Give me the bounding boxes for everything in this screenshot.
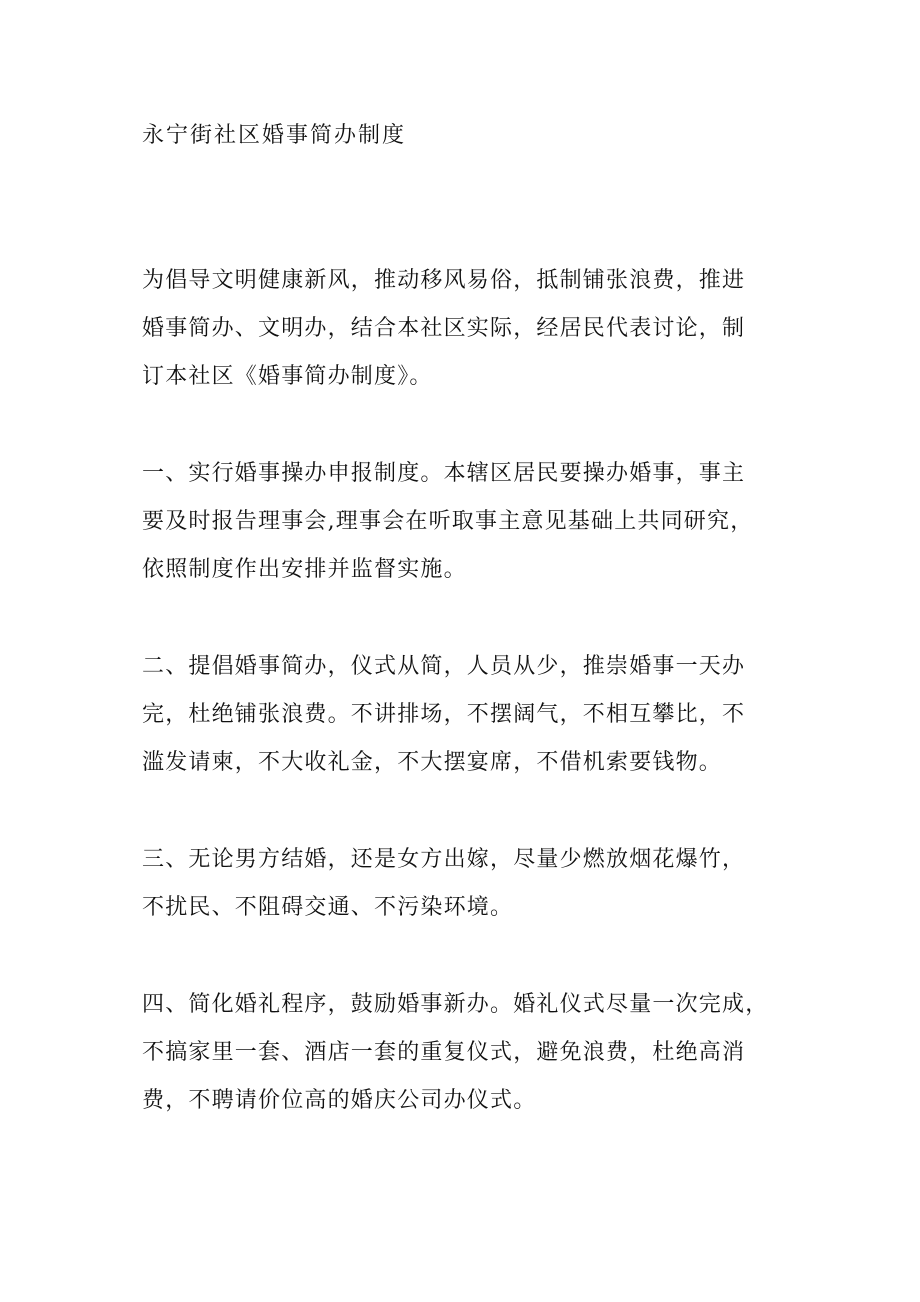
document-title: 永宁街社区婚事简办制度 — [142, 123, 407, 148]
paragraph-line: 完，杜绝铺张浪费。不讲排场，不摆阔气，不相互攀比，不 — [142, 702, 746, 727]
paragraph-item-2 — [142, 643, 782, 787]
paragraph-item-3 — [142, 836, 782, 932]
paragraph-intro — [142, 257, 782, 401]
paragraph-line: 三、无论男方结婚，还是女方出嫁，尽量少燃放烟花爆竹， — [142, 847, 746, 872]
paragraph-item-4 — [142, 981, 782, 1125]
paragraph-line: 滥发请柬，不大收礼金，不大摆宴席，不借机索要钱物。 — [142, 750, 723, 775]
paragraph-line: 为倡导文明健康新风，推动移风易俗，抵制铺张浪费，推进 — [142, 268, 746, 293]
paragraph-line: 费，不聘请价位高的婚庆公司办仪式。 — [142, 1088, 537, 1113]
paragraph-line: 一、实行婚事操办申报制度。本辖区居民要操办婚事，事主 — [142, 461, 746, 486]
paragraph-line: 四、简化婚礼程序，鼓励婚事新办。婚礼仪式尽量一次完成， — [142, 992, 769, 1017]
paragraph-line: 婚事简办、文明办，结合本社区实际，经居民代表讨论，制 — [142, 316, 746, 341]
paragraph-line: 依照制度作出安排并监督实施。 — [142, 557, 467, 582]
paragraph-line: 要及时报告理事会,理事会在听取事主意见基础上共同研究， — [142, 509, 754, 534]
paragraph-line: 不扰民、不阻碍交通、不污染环境。 — [142, 895, 514, 920]
paragraph-line: 订本社区《婚事简办制度》。 — [142, 364, 433, 389]
paragraph-item-1 — [142, 450, 782, 594]
paragraph-line: 不搞家里一套、酒店一套的重复仪式，避免浪费，杜绝高消 — [142, 1040, 746, 1065]
paragraph-line: 二、提倡婚事简办，仪式从简，人员从少，推崇婚事一天办 — [142, 654, 746, 679]
